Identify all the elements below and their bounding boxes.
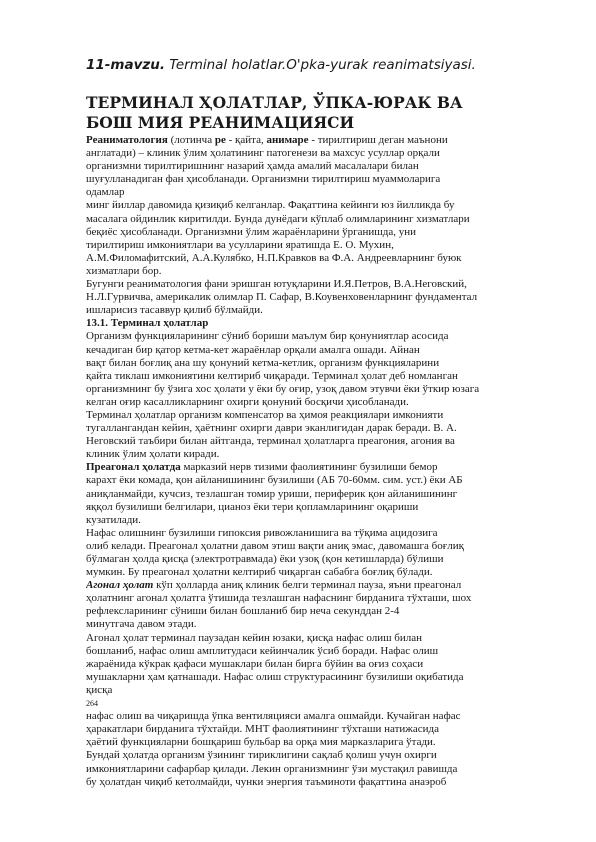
text-line [86,330,526,343]
line-text: Организм функцияларининг сўниб бориши маълум бир қонуниятлар асосида [86,330,449,343]
text-line [86,579,526,592]
text-line [86,357,526,370]
title-line-2: БОШ МИЯ РЕАНИМАЦИЯСИ [86,113,355,132]
line-text: организмни тирилтиришнинг назарий ҳамда амалий масалалари билан [86,160,419,173]
text-line [86,540,526,553]
text-line [86,749,526,762]
line-text: марказий нерв тизими фаолиятининг бузилиши бемор [180,461,438,474]
body-text [86,134,526,789]
line-text: тирилтириш имкониятлари ва усулларини яратишда Е. О. Мухин, [86,238,394,251]
line-text: кечадиган бир қатор кетма-кет жараёнлар орқали амалга ошади. Айнан [86,343,420,356]
text-line [86,186,526,199]
line-text: ишларисиз тасаввур қилиб бўлмайди. [86,304,263,317]
line-text: нафас олиш ва чиқаришда ўпка вентиляцияси амалга ошмайди. Кучайган нафас [86,710,461,723]
text-line [86,291,526,304]
line-text: - қайта, [225,134,267,146]
title-line-1: ТЕРМИНАЛ ҲОЛАТЛАР, ЎПКА-ЮРАК ВА [86,93,463,112]
line-text: (лотинча [167,134,215,146]
line-text: минг йиллар давомида қизиқиб келганлар. Фақаттина кейинги юз йилликда бу [86,199,455,212]
text-line [86,344,526,357]
text-line [86,658,526,671]
text-line [86,605,526,618]
text-line [86,199,526,212]
line-text: аниқланмайди, кучсиз, тезлашган томир уриши, периферик қон айланишининг [86,487,458,500]
bold-italic-term: Агонал ҳолат [86,579,154,592]
text-line [86,160,526,173]
line-text: клиник ўлим ҳолати киради. [86,448,220,461]
line-text: А.М.Филомафитский, А.А.Кулябко, Н.П.Кравков ва Ф.А. Андреевларнинг буюк [86,251,462,264]
text-line [86,671,526,684]
text-line [86,553,526,566]
text-line [86,474,526,487]
line-text: Бугунги реаниматология фани эришган ютуқларини И.Я.Петров, В.А.Неговский, [86,278,467,291]
text-line [86,514,526,527]
page-title [86,93,546,133]
line-text: бу ҳолатдан чиқиб кетолмайди, чунки энергия таъминоти фақаттина анаэроб [86,775,447,788]
text-line [86,710,526,723]
line-text: беқиёс ҳисобланади. Организмни ўлим жараёнларини ўрганишда, уни [86,225,416,238]
line-text: кўп ҳолларда аниқ клиник белги терминал пауза, яъни преагонал [153,579,462,592]
text-line [86,252,526,265]
line-text: Терминал ҳолатлар организм компенсатор ва ҳимоя реакциялари имконияти [86,408,444,421]
topic-number: 11-mavzu. [86,57,165,73]
line-text: англатади) – клиник ўлим ҳолатининг патогенези ва махсус усуллар орқали [86,147,440,160]
text-line [86,147,526,160]
line-text: келган оғир касалликларнинг охирги қонуний босқичи ҳисобланади. [86,395,409,408]
text-line [86,776,526,789]
text-line [86,226,526,239]
text-line [86,422,526,435]
line-text: организмнинг бу ўзига хос ҳолати у ёки бу оғир, узоқ давом этувчи ёки ўткир юзага [86,382,480,395]
line-text: кузатилади. [86,513,141,526]
text-line [86,448,526,461]
line-text: Нафас олишнинг бузилиши гипоксия ривожланишига ва тўқима ацидозига [86,526,438,539]
text-line [86,396,526,409]
text-line [86,317,526,330]
line-text: қисқа [86,683,113,696]
line-text: одамлар [86,186,125,199]
line-text: ҳолатнинг агонал ҳолатга ўтишида тезлашган нафаснинг бирданига тўхташи, шох [86,592,472,605]
text-line [86,592,526,605]
text-line [86,173,526,186]
text-line [86,134,526,147]
line-text: ҳаракатлари бирданига тўхтайди. МНТ фаолиятининг тўхташи натижасида [86,723,440,736]
line-text: олиб келади. Преагонал ҳолатни давом этиш вақти аниқ эмас, давомашга боғлиқ [86,539,464,552]
text-line [86,304,526,317]
line-text: қайта тиклаш имкониятини келтириб чиқаради. Терминал ҳолат деб номланган [86,369,458,382]
line-text: хизматлари бор. [86,264,162,277]
line-text: бошланиб, нафас олиш амплитудаси кейинчалик ўсиб боради. Нафас олиш [86,644,439,657]
bold-term: Преагонал ҳолатда [86,461,181,474]
line-text: масалага ойдинлик киритилди. Бунда дунёдаги кўплаб олимларининг хизматлари [86,212,470,225]
line-text: Неговский таъбири билан айтганда, терминал ҳолатларга преагония, агония ва [86,435,455,448]
text-line [86,409,526,422]
line-text: карахт ёки комада, қон айланишининг бузилиши (АБ 70-60мм. сим. уст.) ёки АБ [86,474,463,487]
line-text: яққол бузилиши белгилари, цианоз ёки тери қопламларининг оқариши [86,500,419,513]
text-line [86,461,526,474]
line-text: вақт билан боғлиқ ана шу қонуний кетма-кетлик, организм функцияларини [86,356,440,369]
text-line [86,645,526,658]
text-line [86,383,526,396]
text-line [86,265,526,278]
topic-heading [86,57,546,73]
text-line [86,435,526,448]
line-text: шуғулланадиган фан ҳисобланади. Организмни тирилтириш муаммоларига [86,173,441,186]
text-line [86,723,526,736]
topic-name: Terminal holatlar.O'pka-yurak reanimatsiyasi. [164,57,476,73]
line-text: жараёнида кўкрак қафаси мушаклари билан бирга бўйин ва оғиз соҳаси [86,657,424,670]
text-line [86,736,526,749]
text-line [86,618,526,631]
bold-term: 13.1. Терминал ҳолатлар [86,317,209,330]
line-text: Н.Л.Гурвичва, америкалик олимлар П. Сафар, В.Коувенховенларнинг фундаментал [86,291,478,304]
bold-term: Реаниматология [86,134,168,146]
text-line [86,501,526,514]
text-line [86,213,526,226]
line-text: ҳаётий функцияларни бошқариш бульбар ва орқа мия марказларига ўтади. [86,736,436,749]
line-text: тугаллангандан кейин, ҳаётнинг охирги даври эканлигидан дарак беради. В. А. [86,422,457,435]
text-line [86,632,526,645]
text-line [86,488,526,501]
text-line [86,763,526,776]
line-text: рефлексларининг сўниши билан бошланиб бир неча секунддан 2-4 [86,605,400,618]
text-line [86,527,526,540]
line-text: бўлмаган ҳолда қисқа (электротравмада) ёки узоқ (қон кетишларда) бўлиши [86,553,444,565]
line-text: мумкин. Бу преагонал ҳолатни келтириб чиқарган сабабга боғлиқ бўлади. [86,566,433,579]
page-number-text: 264 [86,699,98,709]
text-line [86,684,526,697]
line-text: Бундай ҳолатда организм ўзининг тириклигини сақлаб қолиш учун охирги [86,749,437,762]
text-line [86,370,526,383]
text-line [86,239,526,252]
page-number [86,697,526,710]
line-text: - тирилтириш деган маънони [308,134,448,146]
text-line [86,278,526,291]
line-text: минутгача давом этади. [86,618,197,631]
bold-term: ре [214,134,226,146]
line-text: Агонал ҳолат терминал паузадан кейин юзаки, қисқа нафас олиш билан [86,631,423,644]
bold-term: анимаре [266,134,309,146]
line-text: мушакларни ҳам қатнашади. Нафас олиш структурасининг бузилиши оқибатида [86,670,464,683]
line-text: имкониятларини сафарбар қилади. Лекин организмнинг ўзи мустақил равишда [86,762,458,775]
text-line [86,566,526,579]
